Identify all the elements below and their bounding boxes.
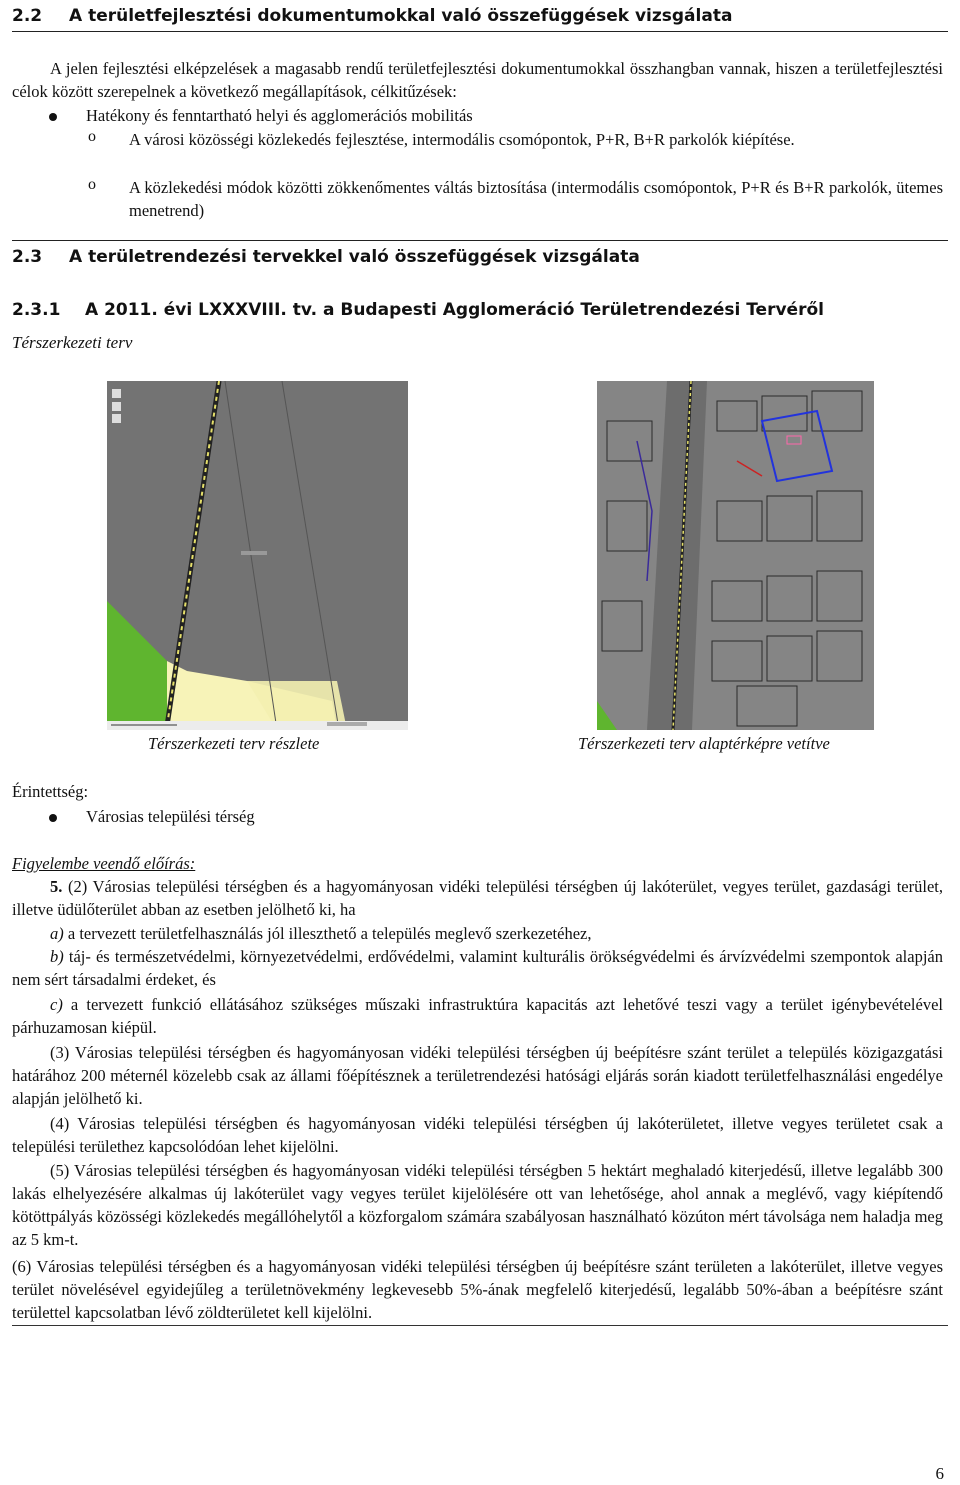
structure-plan-map-detail <box>107 381 408 730</box>
section-heading-2-3 <box>12 247 948 267</box>
subsection-title: Térszerkezeti terv <box>12 333 133 352</box>
bullet-icon <box>49 814 57 822</box>
section-title: A 2011. évi LXXXVIII. tv. a Budapesti Agglomeráció Területrendezési Tervéről <box>85 300 824 320</box>
section-title: A területrendezési tervekkel való összefüggések vizsgálata <box>69 247 640 267</box>
regulation-paragraph-4: (4) Városias települési térségben és hagyományosan vidéki települési térségben új lakóterületet, illetve vegyes területet csak a települési területhez kapcsolódóan lehet kijelölni. <box>12 1114 943 1156</box>
affected-label: Érintettség: <box>12 782 89 801</box>
sub-bullet-icon: o <box>88 128 96 145</box>
page-number: 6 <box>935 1464 944 1483</box>
condition-label: b) <box>50 947 64 966</box>
footer-rule <box>12 1325 948 1326</box>
sub-bullet-item: A közlekedési módok közötti zökkenőmentes váltás biztosítása (intermodális csomópontok, P+R és B+R parkolók, ütemes menetrend) <box>129 178 943 220</box>
regulation-paragraph-2: 5. (2) Városias települési térségben és a hagyományosan vidéki települési térségben új lakóterület, vegyes terület, gazdasági terület, illetve üdülőterület abban az esetben jelölhető ki, ha <box>12 877 943 919</box>
heading-rule <box>12 240 948 241</box>
map-graphic <box>597 381 874 730</box>
right-map-caption: Térszerkezeti terv alaptérképre vetítve <box>578 734 830 753</box>
regulation-paragraph-5: (5) Városias települési térségben és hagyományosan vidéki települési térségben 5 hektárt meghaladó kiterjedésű, illetve legalább 300 lakás elhelyezésére alkalmas új lakóterület vagy vegyes terület kijelölésére ott van lehetősége, ahol annak a meglévő, vagy kiépítendő kötöttpályás közösségi közlekedés megállóhelytől a közforgalom számára szabályosan használható közúton mért távolsága nem haladja meg az 5 km-t. <box>12 1161 943 1249</box>
condition-label: c) <box>50 995 63 1014</box>
map-graphic <box>107 381 408 730</box>
condition-c: c) a tervezett funkció ellátásához szükséges műszaki infrastruktúra kapacitás azt lehetővé teszi vagy a terület igénybevételével párhuzamosan kiépül. <box>12 995 943 1037</box>
rule-label: Figyelembe veendő előírás: <box>12 854 196 873</box>
sub-bullet-icon: o <box>88 176 96 193</box>
affected-item: Városias települési térség <box>86 807 255 826</box>
sub-bullet-item: A városi közösségi közlekedés fejlesztése, intermodális csomópontok, P+R, B+R parkolók kiépítése. <box>129 130 795 149</box>
condition-a: a) a tervezett területfelhasználás jól illeszthető a település meglevő szerkezetéhez, <box>50 924 592 943</box>
bullet-item: Hatékony és fenntartható helyi és agglomerációs mobilitás <box>86 106 473 125</box>
structure-plan-overlay-map <box>597 381 874 730</box>
regulation-paragraph-6: (6) Városias települési térségben és a hagyományosan vidéki települési térségben új beépítésre szánt területen a lakóterület, illetve vegyes terület növelésével egyidejűleg a területnövekmény legkevesebb 5%-ának megfelelő kiterjedésű, legalább 50%-ában a beépítésre szánt területtel kapcsolatban lévő zöldterületet kell kijelölni. <box>12 1257 943 1322</box>
bullet-icon <box>49 113 57 121</box>
condition-b: b) táj- és természetvédelmi, környezetvédelmi, erdővédelmi, valamint kulturális örökségvédelmi és árvízvédelmi szempontok alapján nem sért társadalmi érdeket, és <box>12 947 943 989</box>
intro-paragraph: A jelen fejlesztési elképzelések a magasabb rendű területfejlesztési dokumentumokkal összhangban vannak, hiszen a területfejlesztési célok között szerepelnek a következő megállapítások, célkitűzések: <box>12 59 943 101</box>
section-number: 2.3.1 <box>12 300 61 320</box>
left-map-caption: Térszerkezeti terv részlete <box>148 734 320 753</box>
section-title: A területfejlesztési dokumentumokkal való összefüggések vizsgálata <box>69 6 733 26</box>
section-heading-2-3-1 <box>12 300 948 320</box>
section-number: 2.2 <box>12 6 43 26</box>
heading-rule <box>12 31 948 32</box>
article-number: 5. <box>50 877 63 896</box>
section-number: 2.3 <box>12 247 43 267</box>
section-heading-2-2 <box>12 6 948 26</box>
condition-label: a) <box>50 924 64 943</box>
regulation-paragraph-3: (3) Városias települési térségben és hagyományosan vidéki települési térségben új beépítésre szánt terület a település közigazgatási határához 200 méternél közelebb csak az állami főépítésznek a területrendezési hatósági eljárás során kiadott területfelhasználási engedélye alapján jelölhető ki. <box>12 1043 943 1108</box>
